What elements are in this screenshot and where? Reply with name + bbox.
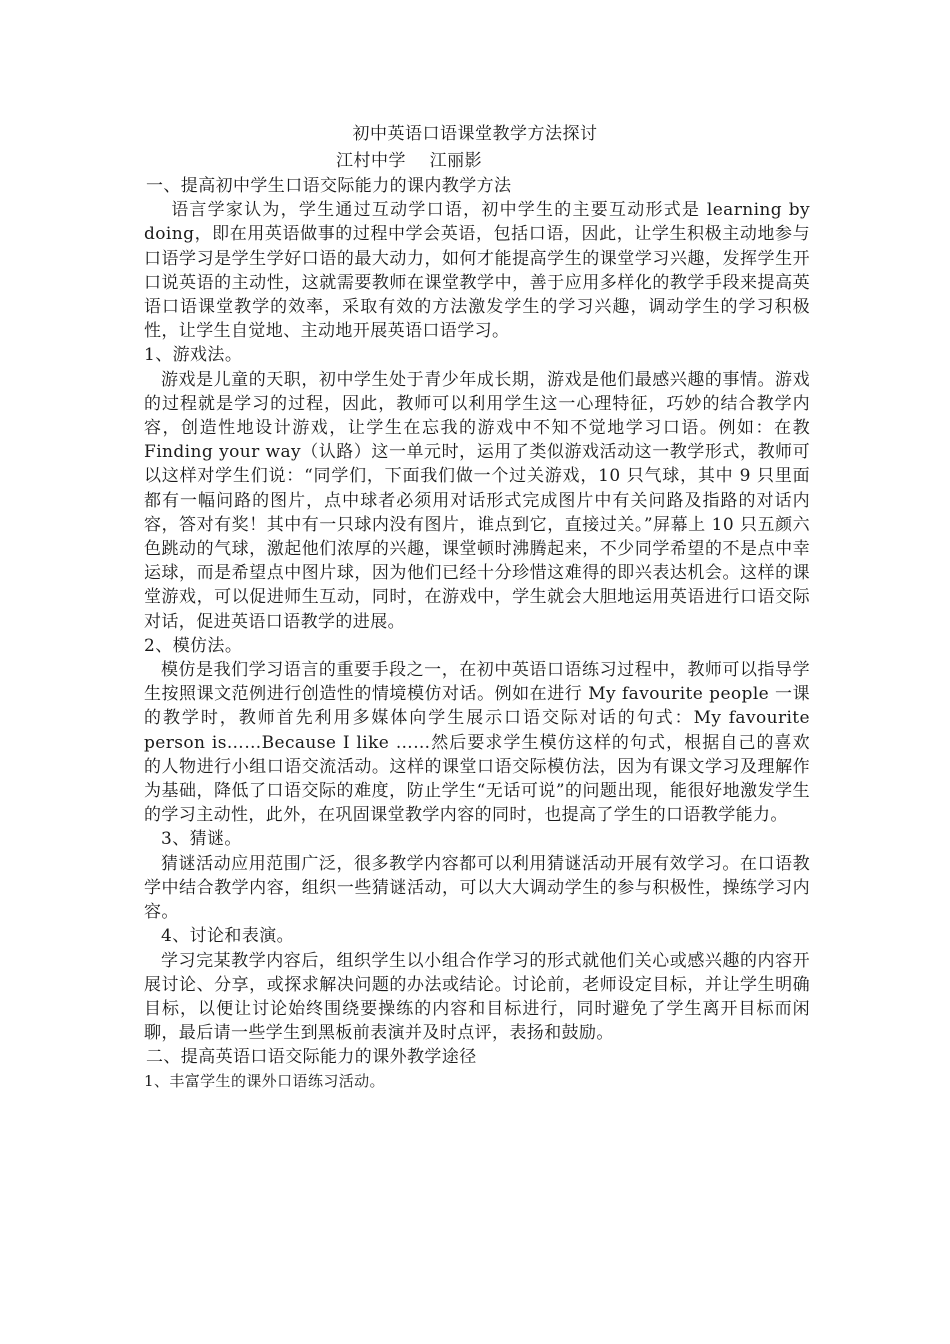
document-title: 初中英语口语课堂教学方法探讨 bbox=[352, 124, 598, 144]
section-heading-2: 二、提高英语口语交际能力的课外教学途径 bbox=[146, 1047, 477, 1068]
intro-paragraph: 语言学家认为，学生通过互动学口语，初中学生的主要互动形式是 learning by doing，即在用英语做事的过程中学会英语，包括口语，因此，让学生积极主动地参与口语学习是学生学好口语的最大动力，如何才能提高学生的课堂学习兴趣，发挥学生开口说英语的主动性，这就需要教师在课堂教学中，善于应用多样化的教学手段来提高英语口语课堂教学的效率，采取有效的方法激发学生的学习兴趣，调动学生的学习积极性，让学生自觉地、主动地开展英语口语学习。 bbox=[144, 200, 810, 342]
section-heading-1: 一、提高初中学生口语交际能力的课内教学方法 bbox=[146, 176, 512, 196]
subheading-extra: 1、丰富学生的课外口语练习活动。 bbox=[144, 1071, 385, 1090]
subheading-discuss: 4、讨论和表演。 bbox=[161, 926, 295, 947]
paragraph-discuss: 学习完某教学内容后，组织学生以小组合作学习的形式就他们关心或感兴趣的内容开展讨论、分享，或探求解决问题的办法或结论。讨论前，老师设定目标，并让学生明确目标，以便让讨论始终围绕要操练的内容和目标进行，同时避免了学生离开目标而闲聊，最后请一些学生到黑板前表演并及时点评，表扬和鼓励。 bbox=[144, 950, 810, 1044]
subheading-game: 1、游戏法。 bbox=[144, 345, 243, 366]
subheading-riddle: 3、猜谜。 bbox=[161, 829, 242, 850]
author-line: 江村中学 江丽影 bbox=[336, 151, 483, 171]
paragraph-imitate: 模仿是我们学习语言的重要手段之一，在初中英语口语练习过程中，教师可以指导学生按照课文范例进行创造性的情境模仿对话。例如在进行 My favourite people 一课的教学时，教师首先利用多媒体向学生展示口语交际对话的句式：My favourite person is……Because I like ……然后要求学生模仿这样的句式，根据自己的喜欢的人物进行小组口语交流活动。这样的课堂口语交际模仿法，因为有课文学习及理解作为基础，降低了口语交际的难度，防止学生“无话可说”的问题出现，能很好地激发学生的学习主动性，此外，在巩固课堂教学内容的同时，也提高了学生的口语教学能力。 bbox=[144, 660, 810, 826]
subheading-imitate: 2、模仿法。 bbox=[144, 635, 243, 656]
document-body bbox=[144, 174, 810, 1092]
paragraph-game: 游戏是儿童的天职，初中学生处于青少年成长期，游戏是他们最感兴趣的事情。游戏的过程就是学习的过程，因此，教师可以利用学生这一心理特征，巧妙的结合教学内容，创造性地设计游戏，让学生在忘我的游戏中不知不觉地学习口语。例如：在教 Finding your way（认路）这一单元时，运用了类似游戏活动这一教学形式，教师可以这样对学生们说：“同学们，下面我们做一个过关游戏，10 只气球，其中 9 只里面都有一幅问路的图片，点中球者必须用对话形式完成图片中有关问路及指路的对话内容，答对有奖！其中有一只球内没有图片，谁点到它，直接过关。”屏幕上 10 只五颜六色跳动的气球，激起他们浓厚的兴趣，课堂顿时沸腾起来，不少同学希望的不是点中幸运球，而是希望点中图片球，因为他们已经十分珍惜这难得的即兴表达机会。这样的课堂游戏，可以促进师生互动，同时，在游戏中，学生就会大胆地运用英语进行口语交际对话，促进英语口语教学的进展。 bbox=[144, 369, 810, 632]
paragraph-riddle: 猜谜活动应用范围广泛，很多教学内容都可以利用猜谜活动开展有效学习。在口语教学中结合教学内容，组织一些猜谜活动，可以大大调动学生的参与积极性，操练学习内容。 bbox=[144, 853, 810, 923]
